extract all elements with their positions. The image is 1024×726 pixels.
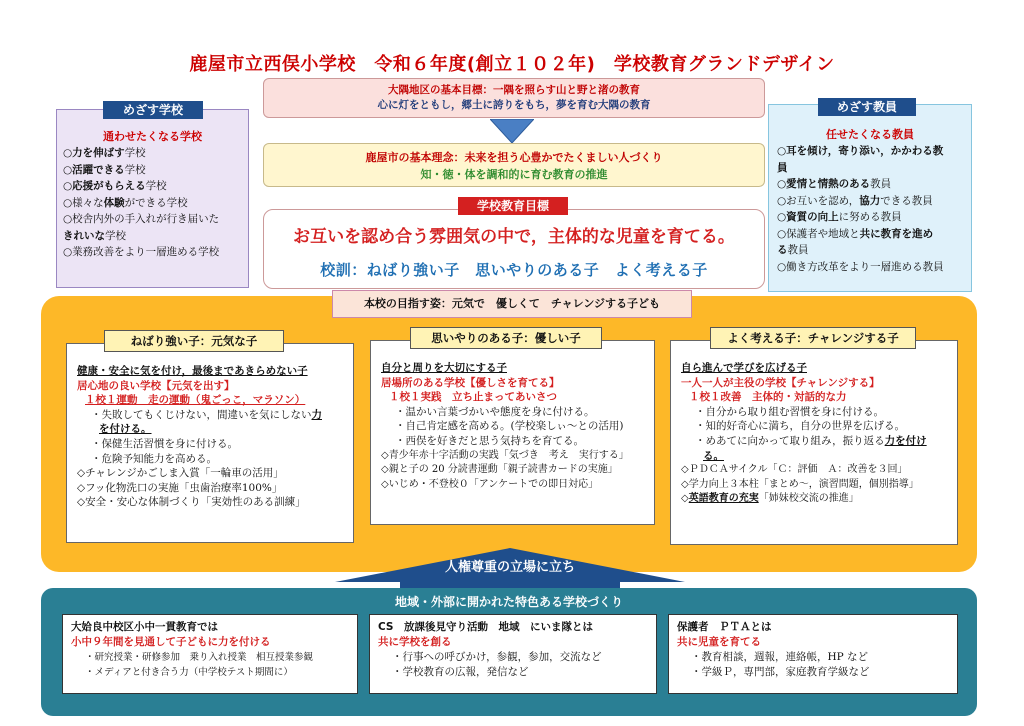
col3-headline: 自ら進んで学びを広げる子 — [681, 362, 807, 374]
target-teacher-item: ○資質の向上に努める教員 — [777, 211, 902, 223]
col1-item-cont: を付ける。 — [99, 423, 152, 436]
col3-red1: 一人一人が主役の学校【チャレンジする】 — [681, 376, 880, 389]
ideal-children-banner: 本校の目指す姿：元気で 優しくて チャレンジする子ども — [332, 290, 692, 318]
col3-red2: １校１改善 主体的・対話的な力 — [689, 391, 847, 404]
col2-item: ◇いじめ・不登校０「アンケートでの即日対応」 — [381, 478, 599, 490]
col1-item: ・保健生活習慣を身に付ける。 — [91, 437, 238, 450]
osumi-goal-line1: 大隅地区の基本目標：一隅を照らす山と野と渚の教育 — [388, 84, 640, 96]
col2-item: ・西俣を好きだと思う気持ちを育てる。 — [395, 434, 584, 447]
col2-tag: 思いやりのある子：優しい子 — [410, 327, 602, 349]
col1-item: ◇安全・安心な体制づくり「実効性のある訓練」 — [77, 496, 306, 509]
bottom1-item: ・研究授業・研修参加 乗り入れ授業 相互授業参観 — [85, 652, 314, 663]
bottom2-item: ・学校教育の広報，発信など — [392, 666, 529, 678]
col2-item: ・自己肯定感を高める。(学校楽しぃ～との活用) — [395, 420, 624, 433]
col1-item: ・危険予知能力を高める。 — [91, 452, 217, 465]
kanoya-philosophy-box — [263, 143, 765, 187]
osumi-goal-box — [263, 78, 765, 118]
col2-red2: １校１実践 立ち止まってあいさつ — [389, 391, 557, 404]
target-teacher-tag: めざす教員 — [818, 98, 916, 116]
target-teacher-item: ○耳を傾け，寄り添い，かかわる教 — [777, 145, 944, 157]
down-arrow-icon — [490, 119, 534, 143]
bottom3-head: 保護者 ＰＴＡとは — [677, 621, 772, 633]
bottom1-red: 小中９年間を見通して子どもに力を付ける — [71, 636, 271, 648]
target-school-panel — [56, 109, 249, 288]
target-teacher-item: ○保護者や地域と共に教育を進め — [777, 227, 934, 240]
col1-tag: ねばり強い子：元気な子 — [104, 330, 284, 352]
bottom-box-ikkan — [62, 614, 358, 694]
col2-headline: 自分と周りを大切にする子 — [381, 362, 507, 374]
target-school-tag: めざす学校 — [103, 101, 203, 119]
bottom2-item: ・行事への呼びかけ，参観，参加，交流など — [392, 651, 602, 663]
target-school-item: ○業務改善をより一層進める学校 — [63, 246, 220, 258]
target-teacher-item: ○愛情と情熱のある教員 — [777, 178, 892, 190]
col1-item: ・失敗してもくじけない，間違いを気にしない力 — [91, 408, 322, 421]
target-teacher-head: 任せたくなる教員 — [826, 128, 914, 141]
target-school-item: ○応援がもらえる学校 — [63, 180, 167, 192]
target-teacher-panel — [768, 104, 972, 292]
target-school-item: ○校舎内外の手入れが行き届いた — [63, 213, 220, 225]
col3-item: ◇学力向上３本柱「まとめ～，演習問題，個別指導」 — [681, 478, 919, 490]
school-goal-tag: 学校教育目標 — [458, 197, 568, 215]
target-school-item: ○様々な体験ができる学校 — [63, 196, 188, 209]
bottom2-head: CS 放課後見守り活動 地域 にいま隊とは — [378, 621, 593, 633]
col2-item: ◇親と子の 20 分読書運動「親子読書カードの実施」 — [381, 464, 618, 476]
target-teacher-item: 員 — [777, 161, 788, 174]
col3-item-cont: る。 — [703, 449, 724, 462]
target-school-item: ○力を伸ばす学校 — [63, 147, 146, 159]
col1-red1: 居心地の良い学校【元気を出す】 — [77, 379, 235, 392]
bottom-box-cs — [369, 614, 657, 694]
column-thinking — [670, 340, 958, 545]
col3-item: ・めあてに向かって取り組み，振り返る力を付け — [695, 434, 927, 447]
col2-item: ・温かい言葉づかいや態度を身に付ける。 — [395, 405, 595, 418]
col3-item: ・自分から取り組む習慣を身に付ける。 — [695, 405, 884, 418]
col1-item: ◇チャレンジかごしま入賞「一輪車の活用」 — [77, 467, 284, 480]
target-teacher-item: ○お互いを認め，協力できる教員 — [777, 194, 933, 207]
kanoya-philosophy-line2: 知・徳・体を調和的に育む教育の推進 — [420, 168, 608, 181]
school-goal-box — [263, 209, 765, 289]
bottom-box-pta — [668, 614, 958, 694]
target-teacher-item: る教員 — [777, 244, 809, 256]
school-goal-text: お互いを認め合う雰囲気の中で，主体的な児童を育てる。 — [293, 227, 735, 247]
col2-item: ◇青少年赤十字活動の実践「気づき 考え 実行する」 — [381, 449, 629, 461]
col3-tag: よく考える子：チャレンジする子 — [710, 327, 916, 349]
col3-item: ・知的好奇心に満ち，自分の世界を広げる。 — [695, 420, 905, 433]
col3-item: ◇英語教育の充実「姉妹校交流の推進」 — [681, 493, 859, 505]
kanoya-philosophy-line1: 鹿屋市の基本理念：未来を担う心豊かでたくましい人づくり — [365, 151, 663, 164]
school-motto: 校訓：ねばり強い子 思いやりのある子 よく考える子 — [320, 261, 708, 279]
col2-red1: 居場所のある学校【優しさを育てる】 — [381, 376, 560, 389]
col1-headline: 健康・安全に気を付け，最後まであきらめない子 — [77, 365, 308, 377]
osumi-goal-line2: 心に灯をともし，郷土に誇りをもち，夢を育む大隅の教育 — [377, 99, 651, 111]
target-school-item: ○活躍できる学校 — [63, 163, 146, 176]
bottom3-item: ・学級Ｐ，専門部，家庭教育学級など — [691, 666, 870, 678]
column-kindness — [370, 340, 655, 525]
human-rights-banner: 人権尊重の立場に立ち — [444, 560, 575, 575]
target-teacher-item: ○働き方改革をより一層進める教員 — [777, 260, 944, 273]
target-school-list — [57, 145, 248, 261]
bottom3-item: ・教育相談，週報，連絡帳，HP など — [691, 651, 869, 663]
col1-item: ◇フッ化物洗口の実施「虫歯治療率100%」 — [77, 481, 283, 494]
page-title: 鹿屋市立西俣小学校 令和６年度(創立１０２年) 学校教育グランドデザイン — [189, 54, 835, 75]
bottom1-head: 大姶良中校区小中一貫教育では — [71, 621, 218, 633]
target-teacher-list — [769, 143, 971, 275]
col1-red2: １校１運動 走の運動（鬼ごっこ，マラソン） — [85, 394, 306, 407]
bottom1-item: ・メディアと付き合う力（中学校テスト期間に） — [85, 667, 293, 678]
target-school-item: きれいな学校 — [63, 229, 126, 242]
column-perseverance — [66, 343, 354, 543]
community-title: 地域・外部に開かれた特色ある学校づくり — [394, 595, 623, 609]
bottom3-red: 共に児童を育てる — [677, 636, 761, 648]
bottom2-red: 共に学校を創る — [378, 636, 452, 648]
target-school-head: 通わせたくなる学校 — [103, 130, 202, 143]
col3-item: ◇ＰＤＣＡサイクル「Ｃ：評価 Ａ：改善を３回」 — [681, 464, 908, 476]
